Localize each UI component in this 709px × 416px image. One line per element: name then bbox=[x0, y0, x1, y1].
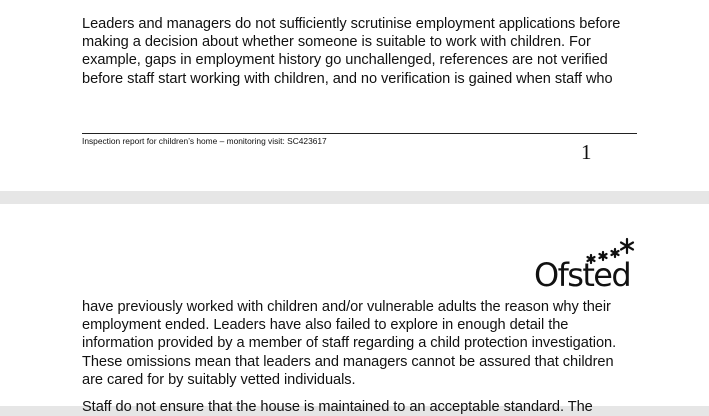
body-paragraph-continued bbox=[82, 15, 652, 88]
ofsted-logo bbox=[532, 237, 642, 295]
paragraph-line: are cared for by suitably vetted individuals. bbox=[82, 371, 356, 388]
paragraph-line: information provided by a member of staff regarding a child protection investigation. bbox=[82, 335, 617, 352]
document-page-2 bbox=[0, 204, 709, 415]
footer-report-title: Inspection report for children’s home – monitoring visit: SC423617 bbox=[82, 136, 327, 146]
paragraph-line: have previously worked with children and/or vulnerable adults the reason why their bbox=[82, 299, 611, 315]
body-paragraph bbox=[82, 298, 652, 389]
paragraph-line: example, gaps in employment history go unchallenged, references are not verified bbox=[82, 52, 608, 69]
footer-divider bbox=[82, 133, 637, 134]
ofsted-wordmark: Ofsted bbox=[534, 256, 631, 294]
next-paragraph-cut-off bbox=[82, 398, 652, 416]
paragraph-line: before staff start working with children, and no verification is gained when staff who bbox=[82, 70, 613, 87]
paragraph-line: These omissions mean that leaders and managers cannot be assured that children bbox=[82, 353, 614, 370]
paragraph-line: employment ended. Leaders have also failed to explore in enough detail the bbox=[82, 317, 569, 334]
page-number: 1 bbox=[581, 140, 592, 164]
paragraph-line: Staff do not ensure that the house is maintained to an acceptable standard. The bbox=[82, 399, 593, 415]
paragraph-line: Leaders and managers do not sufficiently scrutinise employment applications before bbox=[82, 16, 621, 32]
paragraph-line: making a decision about whether someone is suitable to work with children. For bbox=[82, 34, 591, 51]
document-page-1 bbox=[0, 0, 709, 191]
